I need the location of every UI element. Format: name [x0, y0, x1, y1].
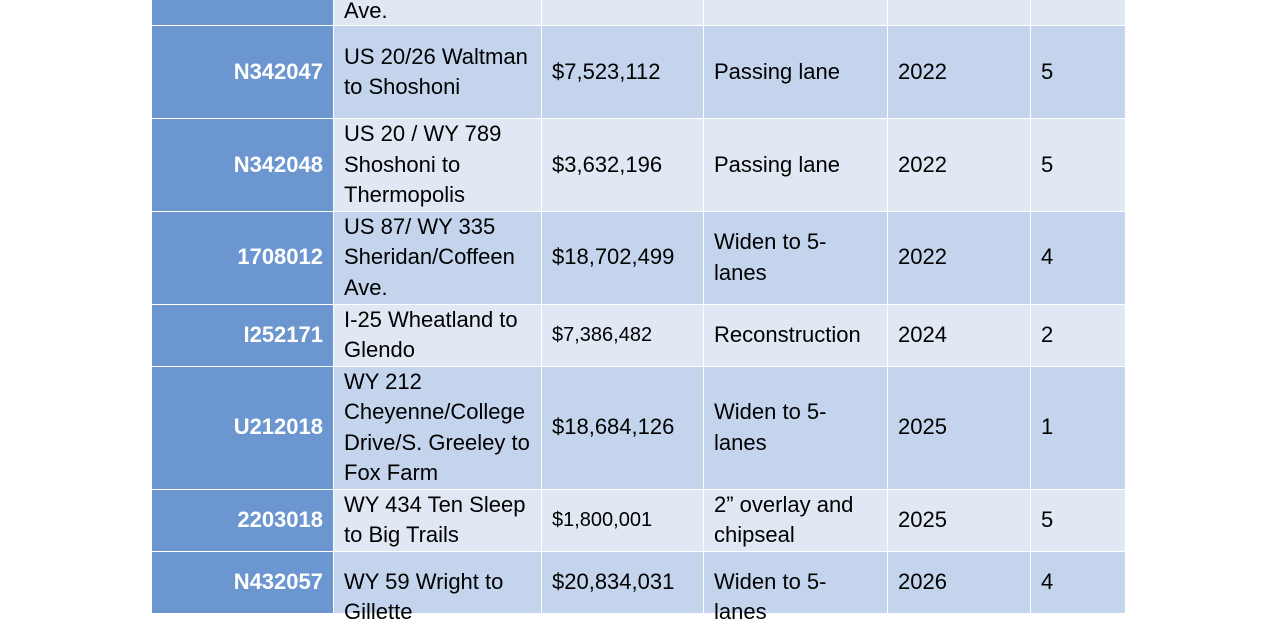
project-name-cell [334, 0, 542, 26]
project-id-cell: 2203018 [152, 489, 334, 551]
rank-cell: 2 [1031, 304, 1126, 366]
project-id-cell: 1708012 [152, 211, 334, 304]
work-type-cell: Widen to 5-lanes [704, 211, 888, 304]
rank-cell: 5 [1031, 26, 1126, 119]
project-id-cell: N342048 [152, 119, 334, 212]
work-type-text: Widen to 5-lanes [714, 568, 827, 624]
project-name-cell: US 20 / WY 789 Shoshoni to Thermopolis [334, 119, 542, 212]
project-name-cell: WY 434 Ten Sleep to Big Trails [334, 489, 542, 551]
cost-cell: $18,702,499 [542, 211, 704, 304]
cost-cell: $7,386,482 [542, 304, 704, 366]
project-name-cell [334, 551, 542, 624]
cost-cell: $7,523,112 [542, 26, 704, 119]
year-cell: 2025 [888, 366, 1031, 489]
work-type-cell: Passing lane [704, 26, 888, 119]
rank-cell: 4 [1031, 211, 1126, 304]
work-type-cell [704, 0, 888, 26]
year-cell: 2026 [888, 551, 1031, 613]
cost-cell: $20,834,031 [542, 551, 704, 613]
project-name-cell: US 20/26 Waltman to Shoshoni [334, 26, 542, 119]
project-id-text: N432057 [233, 568, 323, 594]
year-cell: 2022 [888, 26, 1031, 119]
project-id-cell [152, 0, 334, 26]
table-row [152, 26, 1126, 119]
project-id-cell: U212018 [152, 366, 334, 489]
rank-cell: 1 [1031, 366, 1126, 489]
year-cell: 2022 [888, 119, 1031, 212]
cost-cell: $1,800,001 [542, 489, 704, 551]
rank-cell: 4 [1031, 551, 1126, 613]
project-id-cell [152, 551, 334, 613]
project-name-cell: I-25 Wheatland to Glendo [334, 304, 542, 366]
project-id-cell: N342047 [152, 26, 334, 119]
work-type-cell: Reconstruction [704, 304, 888, 366]
work-type-cell [704, 551, 888, 624]
project-name-text: Ave. [344, 0, 388, 23]
cost-cell [542, 0, 704, 26]
year-cell [888, 0, 1031, 26]
work-type-cell: Passing lane [704, 119, 888, 212]
year-cell: 2024 [888, 304, 1031, 366]
projects-table-container [151, 0, 1125, 624]
project-id-cell: I252171 [152, 304, 334, 366]
table-row [152, 119, 1126, 212]
projects-table [151, 0, 1126, 624]
cost-cell: $18,684,126 [542, 366, 704, 489]
year-cell: 2022 [888, 211, 1031, 304]
project-name-cell: WY 212 Cheyenne/College Drive/S. Greeley to Fox Farm [334, 366, 542, 489]
rank-cell [1031, 0, 1126, 26]
table-row [152, 489, 1126, 551]
cost-cell: $3,632,196 [542, 119, 704, 212]
table-row [152, 304, 1126, 366]
table-row [152, 551, 1126, 613]
work-type-cell: 2” overlay and chipseal [704, 489, 888, 551]
rank-cell: 5 [1031, 119, 1126, 212]
rank-cell: 5 [1031, 489, 1126, 551]
table-row [152, 366, 1126, 489]
project-name-text: WY 59 Wright to Gillette [344, 568, 504, 624]
work-type-cell: Widen to 5-lanes [704, 366, 888, 489]
project-name-cell: US 87/ WY 335 Sheridan/Coffeen Ave. [334, 211, 542, 304]
table-row [152, 211, 1126, 304]
year-cell: 2025 [888, 489, 1031, 551]
table-row [152, 0, 1126, 26]
